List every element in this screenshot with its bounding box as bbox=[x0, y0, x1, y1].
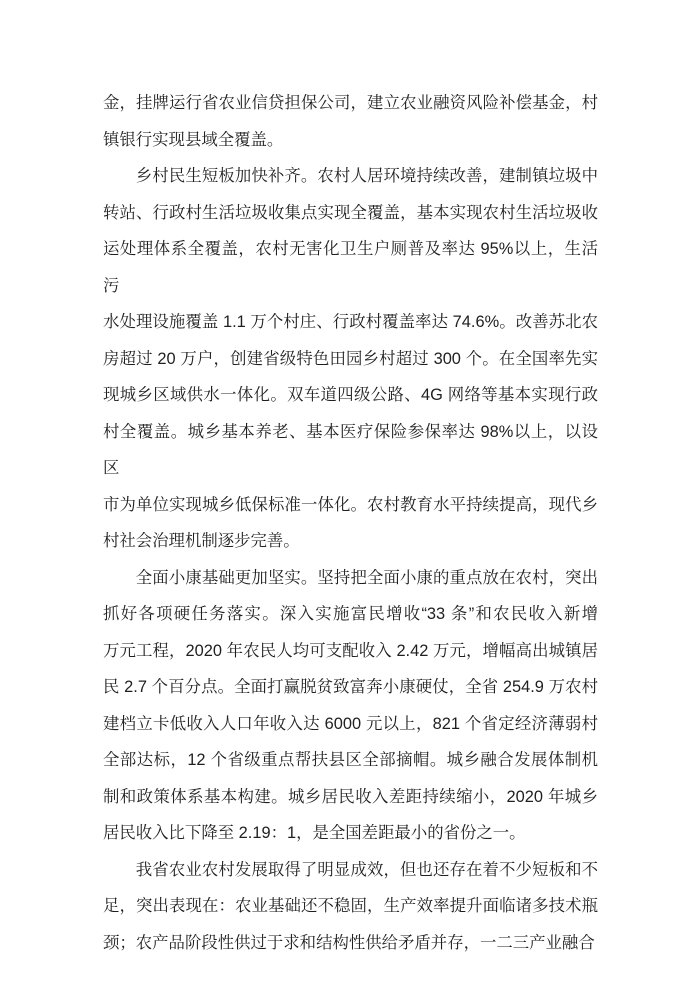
text-line: 运处理体系全覆盖，农村无害化卫生户厕普及率达 95%以上，生活污 bbox=[103, 240, 598, 295]
text-line: 转站、行政村生活垃圾收集点实现全覆盖，基本实现农村生活垃圾收 bbox=[103, 203, 598, 222]
text-line: 我省农业农村发展取得了明显成效，但也还存在着不少短板和不 bbox=[135, 860, 598, 879]
text-line: 村社会治理机制逐步完善。 bbox=[103, 532, 300, 550]
text-line: 民 2.7 个百分点。全面打赢脱贫致富奔小康硬仗，全省 254.9 万农村 bbox=[103, 678, 598, 696]
text-line: 万元工程，2020 年农民人均可支配收入 2.42 万元，增幅高出城镇居 bbox=[103, 641, 598, 660]
paragraph bbox=[103, 560, 598, 852]
text-line: 制和政策体系基本构建。城乡居民收入差距持续缩小，2020 年城乡 bbox=[103, 787, 598, 806]
paragraph bbox=[103, 852, 598, 962]
text-line: 镇银行实现县域全覆盖。 bbox=[103, 130, 284, 149]
text-line: 水处理设施覆盖 1.1 万个村庄、行政村覆盖率达 74.6%。改善苏北农 bbox=[103, 313, 598, 331]
text-line: 居民收入比下降至 2.19：1，是全国差距最小的省份之一。 bbox=[103, 824, 526, 842]
text-line: 全面小康基础更加坚实。坚持把全面小康的重点放在农村，突出 bbox=[135, 568, 598, 587]
text-line: 建档立卡低收入人口年收入达 6000 元以上，821 个省定经济薄弱村 bbox=[103, 714, 598, 733]
text-line: 乡村民生短板加快补齐。农村人居环境持续改善，建制镇垃圾中 bbox=[135, 167, 598, 185]
text-line: 抓好各项硬任务落实。深入实施富民增收“33 条”和农民收入新增 bbox=[103, 605, 598, 623]
paragraph bbox=[103, 158, 598, 560]
document-text bbox=[103, 85, 598, 961]
text-line: 金，挂牌运行省农业信贷担保公司，建立农业融资风险补偿基金，村 bbox=[103, 94, 598, 112]
text-line: 足，突出表现在：农业基础还不稳固，生产效率提升面临诸多技术瓶 bbox=[103, 897, 598, 915]
text-line: 现城乡区域供水一体化。双车道四级公路、4G 网络等基本实现行政 bbox=[103, 386, 598, 404]
paragraph bbox=[103, 85, 598, 158]
text-line: 村全覆盖。城乡基本养老、基本医疗保险参保率达 98%以上，以设区 bbox=[103, 422, 598, 477]
text-line: 房超过 20 万户，创建省级特色田园乡村超过 300 个。在全国率先实 bbox=[103, 349, 598, 368]
text-line: 全部达标，12 个省级重点帮扶县区全部摘帽。城乡融合发展体制机 bbox=[103, 751, 598, 769]
text-line: 市为单位实现城乡低保标准一体化。农村教育水平持续提高，现代乡 bbox=[103, 495, 598, 514]
text-line: 颈；农产品阶段性供过于求和结构性供给矛盾并存，一二三产业融合 bbox=[103, 933, 595, 952]
